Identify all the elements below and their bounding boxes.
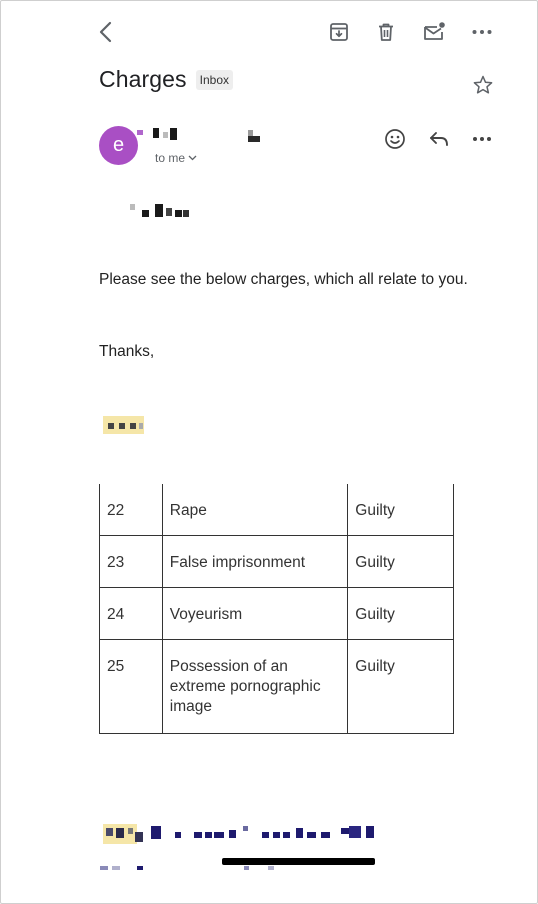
recipient-toggle[interactable] [155, 151, 197, 165]
archive-button[interactable] [321, 14, 357, 50]
recipient-label: to me [155, 151, 186, 165]
email-subject: Charges [99, 66, 187, 92]
inbox-label-chip[interactable]: Inbox [196, 70, 233, 90]
subject-row [99, 66, 233, 93]
charge-verdict: Guilty [348, 484, 454, 536]
star-button[interactable] [470, 72, 496, 98]
more-button[interactable] [464, 14, 500, 50]
table-row [100, 640, 454, 734]
message-more-button[interactable] [466, 124, 498, 154]
more-horizontal-icon [471, 28, 493, 36]
archive-icon [328, 21, 350, 43]
emoji-reaction-button[interactable] [379, 124, 411, 154]
mark-unread-icon [422, 21, 446, 43]
charge-number: 25 [100, 640, 163, 734]
trash-icon [375, 21, 397, 43]
back-arrow-icon [96, 21, 116, 43]
sender-avatar[interactable]: e [99, 126, 138, 165]
chevron-down-icon [188, 155, 197, 161]
table-row [100, 484, 454, 536]
top-toolbar [0, 14, 538, 50]
charges-table [99, 484, 454, 734]
sign-off-text: Thanks, [99, 343, 155, 360]
table-row [100, 588, 454, 640]
charge-verdict: Guilty [348, 588, 454, 640]
charge-verdict: Guilty [348, 640, 454, 734]
table-row [100, 536, 454, 588]
charge-name: False imprisonment [162, 536, 348, 588]
charge-number: 24 [100, 588, 163, 640]
star-icon [472, 74, 494, 96]
more-horizontal-icon [472, 135, 492, 143]
mark-unread-button[interactable] [416, 14, 452, 50]
charge-name: Rape [162, 484, 348, 536]
charge-number: 22 [100, 484, 163, 536]
avatar-badge [137, 130, 143, 135]
charge-name: Possession of an extreme pornographic image [162, 640, 348, 734]
delete-button[interactable] [368, 14, 404, 50]
home-indicator [222, 858, 375, 865]
charge-verdict: Guilty [348, 536, 454, 588]
reply-icon [428, 130, 450, 148]
reply-button[interactable] [423, 124, 455, 154]
body-text-line: Please see the below charges, which all relate to you. [99, 271, 468, 288]
back-button[interactable] [88, 14, 124, 50]
emoji-reaction-icon [384, 128, 406, 150]
charge-name: Voyeurism [162, 588, 348, 640]
charge-number: 23 [100, 536, 163, 588]
